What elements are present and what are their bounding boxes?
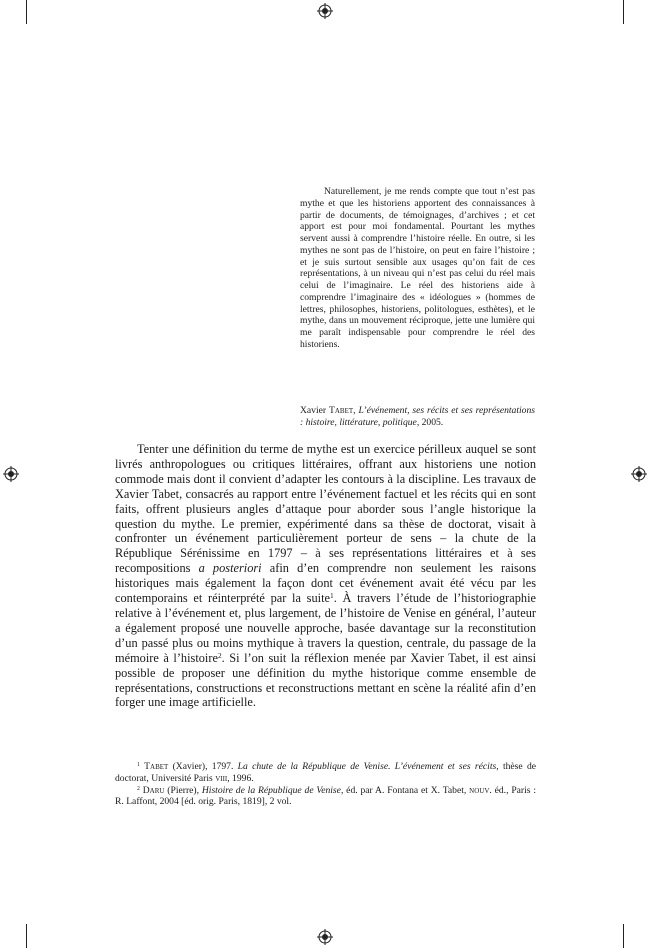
body-text bbox=[115, 442, 536, 710]
footnote-title: Histoire de la République de Venise bbox=[201, 784, 341, 796]
attribution-author-first: Xavier bbox=[300, 405, 327, 416]
footnote-roman: viii bbox=[215, 772, 228, 784]
body-text-part-1: Tenter une définition du terme de mythe est un exercice périlleux auquel se sont livrés anthropologues ou critiques littéraires, offrant aux historiens une notion commode mais dont il convient d’adapter les contours à la discipline. Les travaux de Xavier Tabet, consacrés au rapport entre l’événement factuel et les récits qui en sont faits, offrent plusieurs angles d’attaque pour aborder sous l’angle historique la question du mythe. Le premier, expérimenté dans sa thèse de doctorat, visait à confronter un événement particulièrement porteur de sens – la chute de la République Sérénissime en 1797 – à ses représentations littéraires et à ses recompositions bbox=[115, 442, 536, 576]
registration-mark-top-icon bbox=[317, 3, 333, 19]
footnote-text: (Pierre), bbox=[164, 784, 202, 796]
footnote-text: éd., Paris : R. Laffont, 2004 [éd. orig. Paris, 1819], 2 vol. bbox=[115, 784, 537, 808]
attribution-author-last: Tabet bbox=[329, 405, 354, 416]
footnote-number: 1 bbox=[137, 761, 140, 768]
attribution-year: , 2005. bbox=[416, 416, 444, 428]
epigraph-text: Naturellement, je me rends compte que tout n’est pas mythe et que les historiens apportent des connaissances à partir de documents, de témoignages, d’archives ; et cet apport est pour moi fondamental. Pourtant les mythes servent aussi à comprendre l’histoire réelle. En outre, si les mythes ne sont pas de l’histoire, on peut en faire l’histoire ; et je suis surtout sensible aux usages qu’on fait de ces représentations, à un niveau qui n’est pas celui du réel mais celui de l’imaginaire. Le réel des historiens aide à comprendre l’imaginaire des « idéologues » (hommes de lettres, philosophes, historiens, politologues, esthètes), et le mythe, dans un mouvement réciproque, jette une lumière qui me paraît indispensable pour comprendre le réel des historiens. bbox=[300, 186, 535, 350]
footnotes bbox=[115, 761, 536, 808]
footnote-number: 2 bbox=[137, 785, 140, 792]
footnote-title: La chute de la République de Venise. L’événement et ses récits bbox=[237, 761, 497, 772]
crop-mark-bottom-left bbox=[26, 924, 27, 948]
body-text-part-3: . À travers l’étude de l’historiographie relative à l’événement et, plus largement, de l’histoire de Venise en général, l’auteur a également proposé une nouvelle approche, basée davantage sur la reconstitution d’un passé plus ou moins mythique à travers la question, centrale, du passage de la mémoire à l’histoire bbox=[115, 591, 536, 665]
body-text-italic: a posteriori bbox=[198, 561, 262, 576]
registration-mark-right-icon bbox=[631, 466, 647, 482]
footnote-text: , 1996. bbox=[227, 772, 254, 784]
footnote-text: , thèse de doctorat, Université Paris bbox=[115, 761, 536, 784]
body-paragraph bbox=[115, 442, 536, 710]
footnote-1 bbox=[115, 761, 536, 785]
registration-mark-left-icon bbox=[3, 466, 19, 482]
footnote-roman: nouv. bbox=[469, 784, 492, 796]
body-text-part-4: . Si l’on suit la réflexion menée par Xavier Tabet, il est ainsi possible de proposer une définition du mythe historique comme ensemble de représentations, constructions et reconstructions mettant en scène la réalité afin d’en forger une image artificielle. bbox=[115, 650, 536, 710]
registration-mark-bottom-icon bbox=[317, 929, 333, 945]
attribution-work-title: L’événement, ses récits et ses représentations : histoire, littérature, politique bbox=[300, 405, 535, 428]
footnote-text: (Xavier), 1797. bbox=[168, 761, 238, 772]
epigraph-attribution: Xavier Tabet, L’événement, ses récits et ses représentations : histoire, littérature, politique, 2005. bbox=[300, 405, 535, 428]
crop-mark-top-left bbox=[26, 0, 27, 24]
footnote-2 bbox=[115, 785, 536, 809]
crop-mark-bottom-right bbox=[623, 924, 624, 948]
footnote-ref-1[interactable]: 1 bbox=[329, 591, 334, 600]
footnote-text: , éd. par A. Fontana et X. Tabet, bbox=[340, 784, 470, 796]
body-text-part-2: afin d’en comprendre non seulement les raisons historiques mais également la façon dont cet événement avait été vécu par les contemporains et réinterprété par la suite bbox=[115, 561, 537, 606]
footnote-author: Daru bbox=[142, 784, 165, 796]
epigraph bbox=[300, 186, 535, 351]
crop-mark-top-right bbox=[623, 0, 624, 24]
footnote-ref-2[interactable]: 2 bbox=[217, 650, 222, 660]
footnote-author: Tabet bbox=[144, 761, 169, 772]
